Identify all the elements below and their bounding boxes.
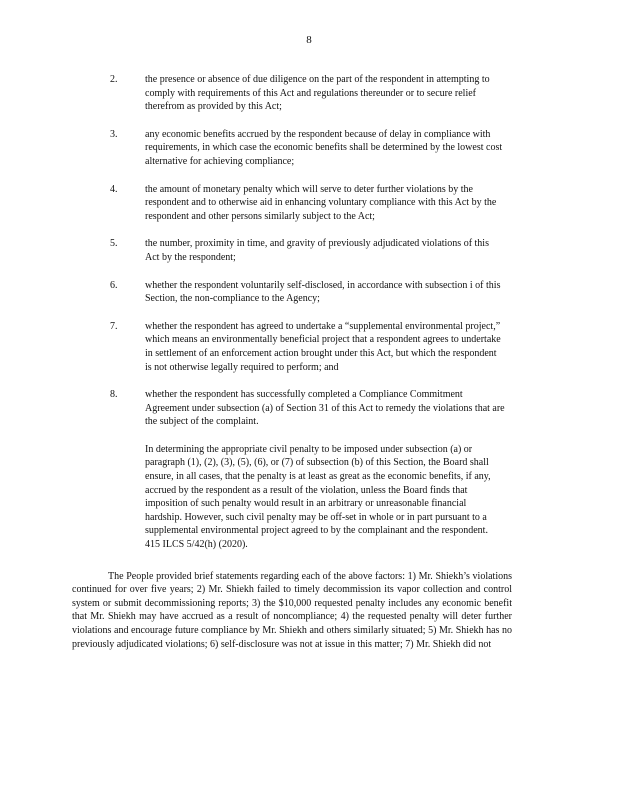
factor-text: whether the respondent has agreed to undertake a “supplemental environmental project,” which means an environmentally beneficial project that a respondent agrees to undertake in settlement of an enforcement action brought under this Act, but which the respondent is not otherwise legally required to perform; and bbox=[145, 320, 501, 373]
page-number: 8 bbox=[306, 34, 312, 46]
factor-item bbox=[0, 237, 618, 264]
determining-paragraph: In determining the appropriate civil penalty to be imposed under subsection (a) or paragraph (1), (2), (3), (5), (6), or (7) of subsection (b) of this Section, the Board shall ensure, in all cases, that the penalty is at least as great as the economic benefits, if any, accrued by the respondent as a result of the violation, unless the Board finds that imposition of such penalty would result in an arbitrary or unreasonable financial hardship. However, such civil penalty may be off-set in whole or in part pursuant to a supplemental environmental project agreed to by the complainant and the respondent. 415 ILCS 5/42(h) (2020). bbox=[145, 443, 491, 551]
factor-text: the amount of monetary penalty which will serve to deter further violations by the respondent and to otherwise aid in enhancing voluntary compliance with this Act by the respondent and other persons similarly subject to the Act; bbox=[145, 183, 497, 222]
factor-item bbox=[0, 73, 618, 114]
factor-text: any economic benefits accrued by the respondent because of delay in compliance with requirements, in which case the economic benefits shall be determined by the lowest cost alternative for achieving compliance; bbox=[145, 128, 503, 167]
factor-text: the presence or absence of due diligence on the part of the respondent in attempting to comply with requirements of this Act and regulations thereunder or to secure relief therefrom as provided by this Act; bbox=[145, 74, 490, 113]
factor-text: whether the respondent voluntarily self-disclosed, in accordance with subsection i of this Section, the non-compliance to the Agency; bbox=[145, 279, 501, 305]
factor-number: 8. bbox=[110, 389, 118, 401]
factor-item bbox=[0, 128, 618, 169]
factor-item bbox=[0, 279, 618, 306]
factor-number: 7. bbox=[110, 320, 118, 332]
factor-item bbox=[0, 320, 618, 374]
factor-number: 6. bbox=[110, 279, 118, 291]
factor-number: 3. bbox=[110, 128, 118, 140]
factor-text: the number, proximity in time, and gravity of previously adjudicated violations of this Act by the respondent; bbox=[145, 238, 489, 263]
closing-paragraph: The People provided brief statements regarding each of the above factors: 1) Mr. Shiekh’s violations continued for over five years; 2) Mr. Shiekh failed to timely decommission its vapor collection and control system or submit decommissioning reports; 3) the $10,000 requested penalty includes any economic benefit that Mr. Shiekh may have accrued as a result of noncompliance; 4) the requested penalty will deter further violations and encourage future compliance by Mr. Shiekh and others similarly situated; 5) Mr. Shiekh has no previously adjudicated violations; 6) self-disclosure was not at issue in this matter; 7) Mr. Shiekh did not bbox=[72, 570, 512, 650]
factor-number: 2. bbox=[110, 74, 118, 85]
penalty-factors-list bbox=[0, 73, 618, 651]
factor-item bbox=[0, 388, 618, 429]
factor-number: 4. bbox=[110, 183, 118, 195]
factor-text: whether the respondent has successfully completed a Compliance Commitment Agreement under subsection (a) of Section 31 of this Act to remedy the violations that are the subject of the complaint. bbox=[145, 389, 505, 428]
factor-item bbox=[0, 183, 618, 224]
factor-number: 5. bbox=[110, 238, 118, 250]
